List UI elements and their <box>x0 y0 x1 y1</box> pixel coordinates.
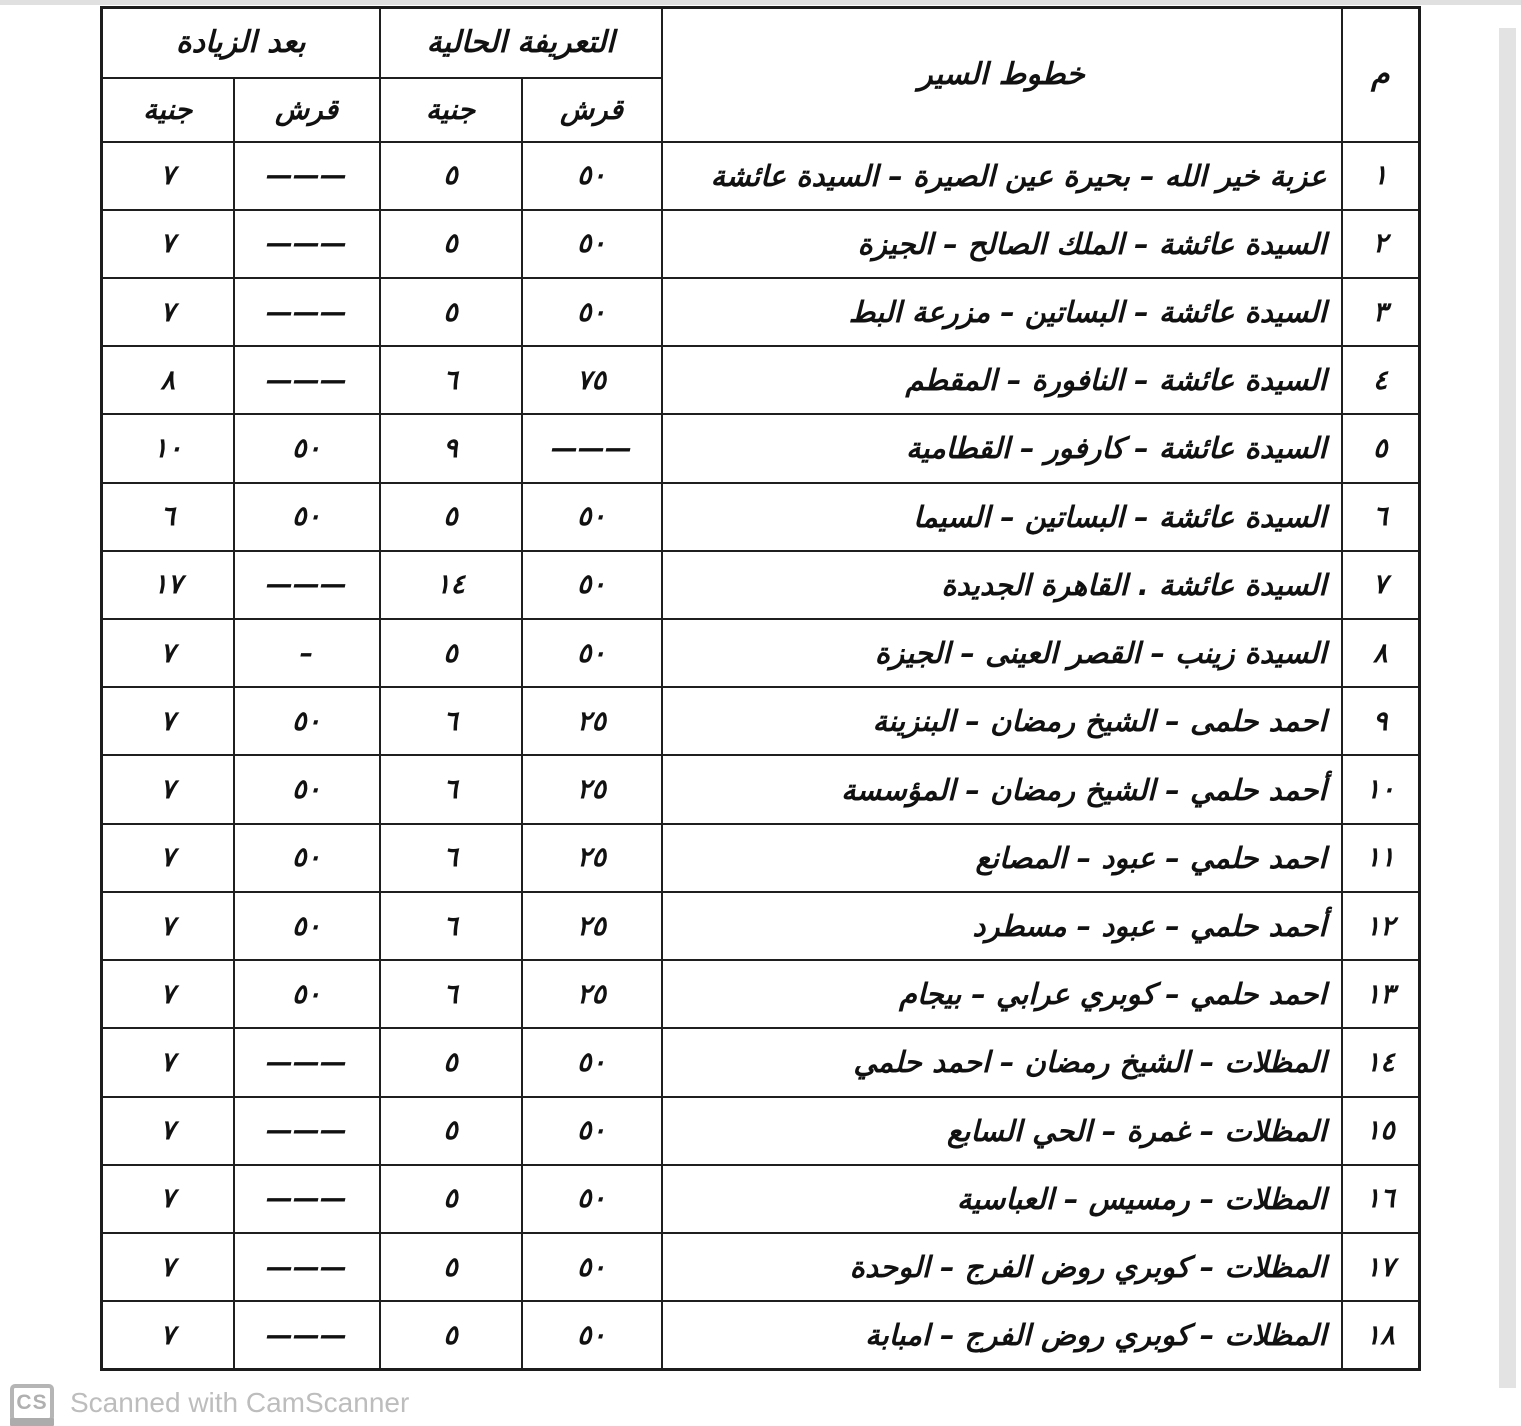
fare-table <box>100 6 1421 1371</box>
current-qirsh-cell: ٥٠ <box>522 1233 662 1301</box>
header-after-qirsh: قرش <box>234 78 380 142</box>
current-qirsh-cell: ٥٠ <box>522 1097 662 1165</box>
after-qirsh-cell: ——— <box>234 1165 380 1233</box>
after-qirsh-cell: – <box>234 619 380 687</box>
route-cell: السيدة عائشة – كارفور – القطامية <box>662 414 1342 482</box>
table-row <box>102 1165 1420 1233</box>
after-qirsh-cell: ٥٠ <box>234 755 380 823</box>
header-after-increase: بعد الزيادة <box>102 8 380 78</box>
current-qirsh-cell: ٥٠ <box>522 142 662 210</box>
current-gineih-cell: ٥ <box>380 278 522 346</box>
table-row <box>102 1301 1420 1369</box>
row-number: ٩ <box>1342 687 1420 755</box>
table-row <box>102 414 1420 482</box>
current-qirsh-cell: ٢٥ <box>522 755 662 823</box>
after-qirsh-cell: ٥٠ <box>234 687 380 755</box>
after-gineih-cell: ١٠ <box>102 414 234 482</box>
row-number: ١ <box>1342 142 1420 210</box>
current-qirsh-cell: ٢٥ <box>522 687 662 755</box>
watermark-text: Scanned with CamScanner <box>70 1387 410 1418</box>
route-cell: احمد حلمي – عبود – المصانع <box>662 824 1342 892</box>
table-row <box>102 619 1420 687</box>
row-number: ٣ <box>1342 278 1420 346</box>
current-gineih-cell: ٦ <box>380 346 522 414</box>
current-gineih-cell: ٥ <box>380 1233 522 1301</box>
header-after-gineih: جنية <box>102 78 234 142</box>
row-number: ١٨ <box>1342 1301 1420 1369</box>
current-qirsh-cell: ٥٠ <box>522 551 662 619</box>
current-qirsh-cell: ٢٥ <box>522 824 662 892</box>
current-qirsh-cell: ٢٥ <box>522 960 662 1028</box>
current-gineih-cell: ٥ <box>380 1301 522 1369</box>
header-no: م <box>1342 8 1420 142</box>
row-number: ٢ <box>1342 210 1420 278</box>
route-cell: احمد حلمى – الشيخ رمضان – البنزينة <box>662 687 1342 755</box>
current-qirsh-cell: ٥٠ <box>522 619 662 687</box>
route-cell: عزبة خير الله – بحيرة عين الصيرة – السيدة عائشة <box>662 142 1342 210</box>
route-cell: السيدة عائشة – الملك الصالح – الجيزة <box>662 210 1342 278</box>
table-row <box>102 346 1420 414</box>
current-qirsh-cell: ٥٠ <box>522 1028 662 1096</box>
current-gineih-cell: ٥ <box>380 1165 522 1233</box>
after-qirsh-cell: ——— <box>234 346 380 414</box>
after-gineih-cell: ٦ <box>102 483 234 551</box>
route-cell: المظلات – رمسيس – العباسية <box>662 1165 1342 1233</box>
after-qirsh-cell: ——— <box>234 1233 380 1301</box>
route-cell: أحمد حلمي – الشيخ رمضان – المؤسسة <box>662 755 1342 823</box>
after-gineih-cell: ٧ <box>102 210 234 278</box>
after-gineih-cell: ٧ <box>102 892 234 960</box>
after-qirsh-cell: ——— <box>234 1301 380 1369</box>
route-cell: السيدة عائشة – البساتين – مزرعة البط <box>662 278 1342 346</box>
row-number: ١١ <box>1342 824 1420 892</box>
route-cell: السيدة زينب – القصر العينى – الجيزة <box>662 619 1342 687</box>
table-row <box>102 687 1420 755</box>
table-row <box>102 1028 1420 1096</box>
current-gineih-cell: ٥ <box>380 1097 522 1165</box>
after-gineih-cell: ٧ <box>102 1028 234 1096</box>
route-cell: السيدة عائشة – البساتين – السيما <box>662 483 1342 551</box>
current-qirsh-cell: ٥٠ <box>522 210 662 278</box>
table-row <box>102 755 1420 823</box>
after-gineih-cell: ٧ <box>102 687 234 755</box>
route-cell: المظلات – غمرة – الحي السابع <box>662 1097 1342 1165</box>
header-routes: خطوط السير <box>662 8 1342 142</box>
header-current-qirsh: قرش <box>522 78 662 142</box>
current-qirsh-cell: ٢٥ <box>522 892 662 960</box>
after-qirsh-cell: ٥٠ <box>234 824 380 892</box>
route-cell: المظلات – كوبري روض الفرج – الوحدة <box>662 1233 1342 1301</box>
route-cell: أحمد حلمي – عبود – مسطرد <box>662 892 1342 960</box>
table-row <box>102 278 1420 346</box>
table-row <box>102 210 1420 278</box>
table-row <box>102 483 1420 551</box>
row-number: ٤ <box>1342 346 1420 414</box>
camscanner-watermark <box>10 1384 409 1422</box>
route-cell: المظلات – كوبري روض الفرج – امبابة <box>662 1301 1342 1369</box>
after-qirsh-cell: ——— <box>234 142 380 210</box>
current-qirsh-cell: ٥٠ <box>522 278 662 346</box>
current-gineih-cell: ١٤ <box>380 551 522 619</box>
current-gineih-cell: ٥ <box>380 142 522 210</box>
after-qirsh-cell: ——— <box>234 1028 380 1096</box>
header-current-gineih: جنية <box>380 78 522 142</box>
header-current-tariff: التعريفة الحالية <box>380 8 662 78</box>
current-qirsh-cell: ——— <box>522 414 662 482</box>
route-cell: المظلات – الشيخ رمضان – احمد حلمي <box>662 1028 1342 1096</box>
table-row <box>102 142 1420 210</box>
table-row <box>102 1097 1420 1165</box>
row-number: ١٧ <box>1342 1233 1420 1301</box>
after-qirsh-cell: ——— <box>234 278 380 346</box>
current-qirsh-cell: ٥٠ <box>522 483 662 551</box>
current-qirsh-cell: ٧٥ <box>522 346 662 414</box>
header-row-groups <box>102 8 1420 78</box>
table-row <box>102 960 1420 1028</box>
current-gineih-cell: ٦ <box>380 755 522 823</box>
current-gineih-cell: ٦ <box>380 687 522 755</box>
route-cell: السيدة عائشة . القاهرة الجديدة <box>662 551 1342 619</box>
current-gineih-cell: ٥ <box>380 1028 522 1096</box>
row-number: ٨ <box>1342 619 1420 687</box>
after-qirsh-cell: ——— <box>234 551 380 619</box>
after-gineih-cell: ٧ <box>102 278 234 346</box>
current-gineih-cell: ٦ <box>380 824 522 892</box>
current-gineih-cell: ٦ <box>380 960 522 1028</box>
route-cell: السيدة عائشة – النافورة – المقطم <box>662 346 1342 414</box>
after-gineih-cell: ٧ <box>102 142 234 210</box>
current-qirsh-cell: ٥٠ <box>522 1301 662 1369</box>
scan-edge-right <box>1499 28 1516 1388</box>
scan-edge-top <box>0 0 1521 5</box>
row-number: ١٢ <box>1342 892 1420 960</box>
after-gineih-cell: ٧ <box>102 1165 234 1233</box>
current-gineih-cell: ٩ <box>380 414 522 482</box>
table-row <box>102 1233 1420 1301</box>
after-qirsh-cell: ٥٠ <box>234 960 380 1028</box>
table-row <box>102 824 1420 892</box>
camscanner-icon: CS <box>10 1384 54 1422</box>
after-qirsh-cell: ٥٠ <box>234 414 380 482</box>
current-gineih-cell: ٦ <box>380 892 522 960</box>
route-cell: احمد حلمي – كوبري عرابي – بيجام <box>662 960 1342 1028</box>
after-gineih-cell: ٧ <box>102 1301 234 1369</box>
current-gineih-cell: ٥ <box>380 483 522 551</box>
after-gineih-cell: ٨ <box>102 346 234 414</box>
after-gineih-cell: ٧ <box>102 1233 234 1301</box>
row-number: ١٤ <box>1342 1028 1420 1096</box>
after-qirsh-cell: ——— <box>234 210 380 278</box>
after-qirsh-cell: ٥٠ <box>234 483 380 551</box>
after-gineih-cell: ٧ <box>102 1097 234 1165</box>
row-number: ١٠ <box>1342 755 1420 823</box>
row-number: ١٥ <box>1342 1097 1420 1165</box>
row-number: ١٣ <box>1342 960 1420 1028</box>
current-qirsh-cell: ٥٠ <box>522 1165 662 1233</box>
after-qirsh-cell: ٥٠ <box>234 892 380 960</box>
after-gineih-cell: ٧ <box>102 824 234 892</box>
table-row <box>102 551 1420 619</box>
row-number: ١٦ <box>1342 1165 1420 1233</box>
current-gineih-cell: ٥ <box>380 210 522 278</box>
row-number: ٦ <box>1342 483 1420 551</box>
after-gineih-cell: ٧ <box>102 619 234 687</box>
row-number: ٥ <box>1342 414 1420 482</box>
current-gineih-cell: ٥ <box>380 619 522 687</box>
table-row <box>102 892 1420 960</box>
after-gineih-cell: ٧ <box>102 960 234 1028</box>
after-gineih-cell: ٧ <box>102 755 234 823</box>
after-qirsh-cell: ——— <box>234 1097 380 1165</box>
row-number: ٧ <box>1342 551 1420 619</box>
after-gineih-cell: ١٧ <box>102 551 234 619</box>
